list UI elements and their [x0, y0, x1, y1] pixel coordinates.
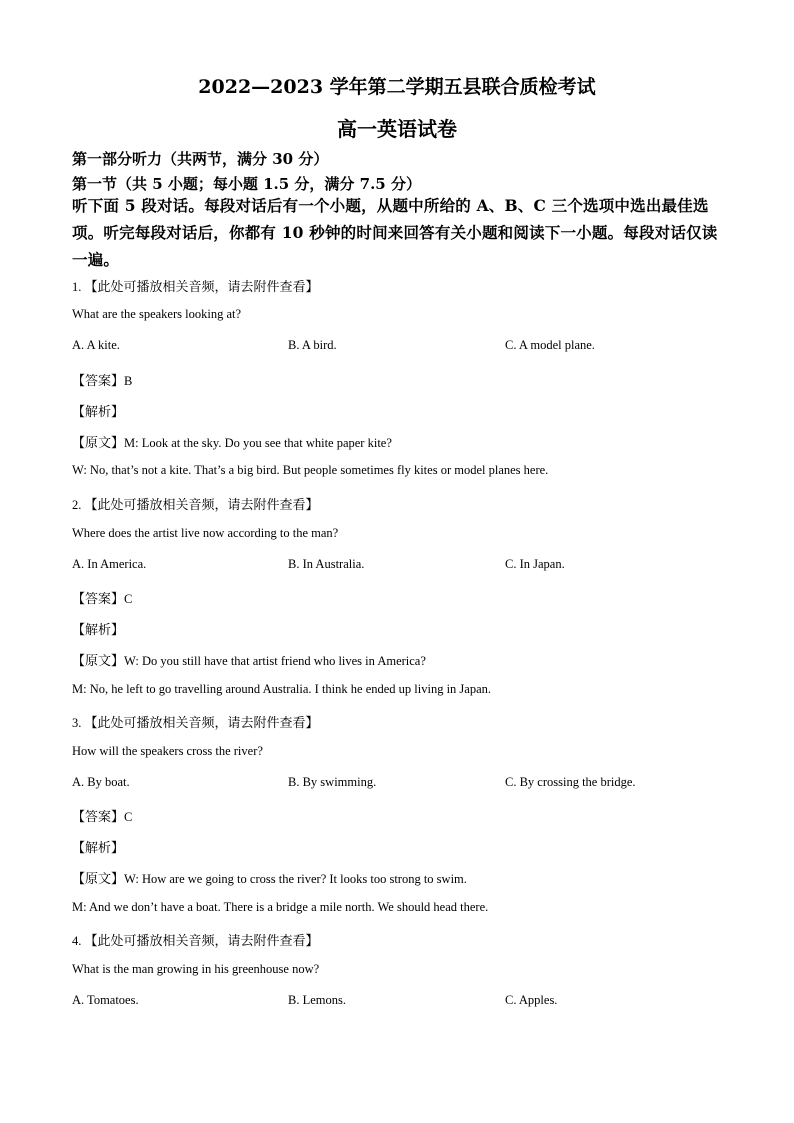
transcript-text: W: How are we going to cross the river? It looks too strong to swim. — [124, 872, 467, 886]
original-label: 【原文】 — [72, 654, 125, 669]
audio-link[interactable]: 【此处可播放相关音频，请去附件查看】 — [84, 280, 319, 295]
option-c: C. In Japan. — [505, 557, 565, 571]
answer-label: 【答案】 — [72, 374, 125, 389]
original-label: 【原文】 — [72, 872, 125, 887]
question-stem: Where does the artist live now according to the man? — [72, 526, 339, 540]
option-a: A. Tomatoes. — [72, 993, 139, 1007]
option-a: A. A kite. — [72, 338, 120, 352]
option-c: C. A model plane. — [505, 338, 595, 352]
audio-link[interactable]: 【此处可播放相关音频，请去附件查看】 — [84, 498, 319, 513]
exam-title: 2022—2023 学年第二学期五县联合质检考试 — [198, 76, 596, 98]
option-a: A. In America. — [72, 557, 147, 571]
answer-value: C — [124, 592, 133, 606]
question-header — [72, 276, 319, 295]
transcript-line: M: No, he left to go travelling around Australia. I think he ended up living in Japan. — [72, 682, 492, 696]
answer-line — [72, 588, 132, 607]
answer-value: B — [124, 374, 133, 388]
audio-link[interactable]: 【此处可播放相关音频，请去附件查看】 — [84, 716, 319, 731]
option-c: C. By crossing the bridge. — [505, 775, 636, 789]
question-number: 3. — [72, 716, 82, 730]
option-b: B. Lemons. — [288, 993, 346, 1007]
option-b: B. A bird. — [288, 338, 337, 352]
section-heading: 第一节（共 5 小题；每小题 1.5 分，满分 7.5 分） — [72, 175, 421, 193]
question-header — [72, 712, 319, 731]
answer-line — [72, 806, 132, 825]
analysis-label: 【解析】 — [72, 623, 125, 638]
transcript-line — [72, 650, 426, 669]
question-stem: What is the man growing in his greenhouse now? — [72, 962, 320, 976]
answer-label: 【答案】 — [72, 810, 125, 825]
option-c: C. Apples. — [505, 993, 558, 1007]
audio-link[interactable]: 【此处可播放相关音频，请去附件查看】 — [84, 934, 319, 949]
answer-line — [72, 370, 132, 389]
answer-value: C — [124, 810, 133, 824]
option-b: B. In Australia. — [288, 557, 365, 571]
question-number: 4. — [72, 934, 82, 948]
answer-label: 【答案】 — [72, 592, 125, 607]
transcript-line — [72, 868, 467, 887]
question-stem: How will the speakers cross the river? — [72, 744, 263, 758]
exam-subtitle: 高一英语试卷 — [337, 117, 457, 141]
question-header — [72, 494, 319, 513]
option-b: B. By swimming. — [288, 775, 377, 789]
original-label: 【原文】 — [72, 436, 125, 451]
instructions: 听下面 5 段对话。每段对话后有一个小题，从题中所给的 A、B、C 三个选项中选出最佳选项。听完每段对话后，你都有 10 秒钟的时间来回答有关小题和阅读下一小题。每段对话仅读一遍。 — [72, 196, 718, 269]
transcript-line: M: And we don’t have a boat. There is a bridge a mile north. We should head there. — [72, 900, 489, 914]
transcript-text: M: Look at the sky. Do you see that white paper kite? — [124, 436, 392, 450]
part-heading: 第一部分听力（共两节，满分 30 分） — [72, 150, 329, 168]
question-stem: What are the speakers looking at? — [72, 307, 242, 321]
transcript-line: W: No, that’s not a kite. That’s a big bird. But people sometimes fly kites or model planes here. — [72, 463, 549, 477]
transcript-line — [72, 432, 392, 451]
option-a: A. By boat. — [72, 775, 130, 789]
analysis-label: 【解析】 — [72, 405, 125, 420]
question-header — [72, 930, 319, 949]
question-number: 2. — [72, 498, 82, 512]
transcript-text: W: Do you still have that artist friend who lives in America? — [124, 654, 426, 668]
analysis-label: 【解析】 — [72, 841, 125, 856]
question-number: 1. — [72, 280, 82, 294]
